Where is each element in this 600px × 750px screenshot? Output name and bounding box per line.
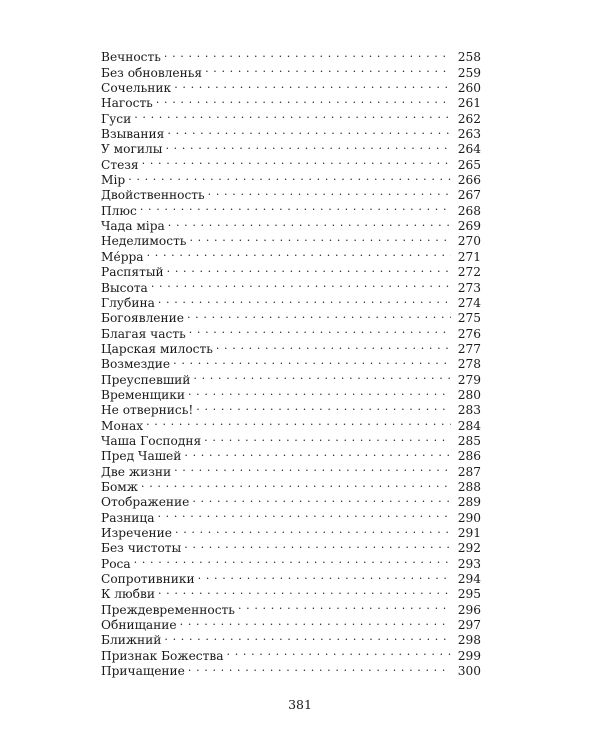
toc-entry-title: Чаша Господня <box>101 433 202 448</box>
toc-entry-title: Преуспевший <box>101 372 191 387</box>
toc-entry <box>101 153 481 172</box>
dot-leader <box>164 629 451 644</box>
toc-entry-page: 272 <box>457 265 481 280</box>
toc-entry-page: 276 <box>457 326 481 341</box>
toc-entry-page: 261 <box>457 96 481 111</box>
toc-entry-page: 288 <box>457 479 481 494</box>
toc-entry-page: 258 <box>457 50 481 65</box>
toc-entry-page: 263 <box>457 127 481 142</box>
toc-entry-title: Обнищание <box>101 618 177 633</box>
dot-leader <box>184 445 451 460</box>
dot-leader <box>189 322 451 337</box>
dot-leader <box>134 107 451 122</box>
dot-leader <box>174 460 451 475</box>
toc-entry-page: 289 <box>457 495 481 510</box>
dot-leader <box>146 414 451 429</box>
toc-entry <box>101 522 481 540</box>
toc-entry-page: 291 <box>457 526 481 540</box>
toc-entry <box>101 215 481 234</box>
toc-entry-title: Высота <box>101 280 148 295</box>
toc-entry <box>101 169 481 188</box>
toc-entry-page: 260 <box>457 81 481 96</box>
toc-entry-title: Две жизни <box>101 464 172 479</box>
toc-entry-title: Сопротивники <box>101 572 195 587</box>
dot-leader <box>175 522 451 537</box>
toc-entry-title: К любви <box>101 587 155 602</box>
toc-entry-title: Глубина <box>101 295 155 310</box>
toc-entry-title: Признак Божества <box>101 648 224 663</box>
toc-entry-title: Двойственность <box>101 188 205 203</box>
dot-leader <box>180 614 451 629</box>
toc-entry-page: 295 <box>457 587 481 602</box>
toc-entry-page: 265 <box>457 157 481 172</box>
toc-entry-page: 284 <box>457 418 481 433</box>
toc-entry-title: Отображение <box>101 495 190 510</box>
toc-entry-title: Не отвернись! <box>101 403 194 418</box>
dot-leader <box>173 353 451 368</box>
toc-entry-page: 279 <box>457 372 481 387</box>
toc-entry-title: Благая часть <box>101 326 186 341</box>
toc-entry-page: 259 <box>457 65 481 80</box>
toc-entry <box>101 568 481 587</box>
toc-entry-title: Сочельник <box>101 81 172 96</box>
dot-leader <box>158 292 451 307</box>
toc-entry-title: Разница <box>101 510 155 525</box>
dot-leader <box>167 261 451 276</box>
dot-leader <box>187 307 451 322</box>
toc-entry-page: 292 <box>457 541 481 556</box>
toc-entry <box>101 245 481 264</box>
toc-entry-page: 262 <box>457 111 481 126</box>
dot-leader <box>134 552 451 567</box>
dot-leader <box>156 92 451 107</box>
toc-entry <box>101 506 481 525</box>
toc-entry-page: 270 <box>457 234 481 249</box>
toc-entry <box>101 414 481 433</box>
toc-entry <box>101 199 481 218</box>
table-of-contents <box>101 46 481 679</box>
dot-leader <box>216 338 451 353</box>
toc-entry-page: 299 <box>457 648 481 663</box>
dot-leader <box>167 123 451 138</box>
toc-entry-page: 266 <box>457 173 481 188</box>
toc-entry-title: Возмездие <box>101 357 171 372</box>
toc-entry-page: 300 <box>457 664 481 679</box>
toc-entry-title: Распятый <box>101 265 164 280</box>
dot-leader <box>128 169 451 184</box>
toc-entry <box>101 261 481 280</box>
toc-entry-title: Царская милость <box>101 341 213 356</box>
toc-entry-page: 297 <box>457 618 481 633</box>
toc-entry-page: 271 <box>457 249 481 264</box>
toc-entry-title: Ме́рра <box>101 249 144 264</box>
dot-leader <box>227 644 452 659</box>
toc-entry <box>101 46 481 65</box>
dot-leader <box>157 506 451 521</box>
toc-entry-title: Изречение <box>101 526 173 540</box>
toc-entry <box>101 307 481 326</box>
toc-entry-page: 277 <box>457 341 481 356</box>
toc-entry-page: 267 <box>457 188 481 203</box>
toc-entry-title: Роса <box>101 556 131 571</box>
toc-entry-title: Ближний <box>101 633 162 648</box>
dot-leader <box>204 430 451 445</box>
toc-entry <box>101 92 481 111</box>
toc-entry-title: Плюс <box>101 203 137 218</box>
dot-leader <box>151 276 451 291</box>
dot-leader <box>165 138 451 153</box>
toc-entry <box>101 292 481 310</box>
toc-entry-page: 269 <box>457 219 481 234</box>
dot-leader <box>164 46 451 61</box>
toc-entry-title: Взывания <box>101 127 165 142</box>
toc-entry-page: 264 <box>457 142 481 157</box>
toc-entry-page: 294 <box>457 572 481 587</box>
toc-entry-page: 280 <box>457 387 481 402</box>
toc-entry <box>101 598 481 617</box>
toc-entry-title: Бомж <box>101 479 138 494</box>
toc-entry-page: 290 <box>457 510 481 525</box>
toc-entry-title: Нагость <box>101 96 153 111</box>
toc-entry-title: Причащение <box>101 664 185 679</box>
toc-entry-title: Без чистоты <box>101 541 182 556</box>
toc-entry-title: Богоявление <box>101 311 184 326</box>
toc-entry-page: 298 <box>457 633 481 648</box>
toc-entry <box>101 184 481 203</box>
dot-leader <box>141 476 451 491</box>
dot-leader <box>174 77 451 92</box>
toc-entry-page: 296 <box>457 602 481 617</box>
toc-entry-page: 275 <box>457 311 481 326</box>
toc-entry-title: Вечность <box>101 50 161 65</box>
toc-entry-title: Стезя <box>101 157 139 172</box>
toc-entry-title: Монах <box>101 418 144 433</box>
dot-leader <box>193 368 451 383</box>
toc-entry-page: 287 <box>457 464 481 479</box>
dot-leader <box>188 660 451 675</box>
dot-leader <box>142 153 451 168</box>
toc-entry-title: Mip <box>101 173 126 188</box>
toc-entry <box>101 276 481 295</box>
toc-entry-page: 274 <box>457 295 481 310</box>
dot-leader <box>168 215 451 230</box>
toc-entry <box>101 491 481 510</box>
dot-leader <box>184 537 451 552</box>
dot-leader <box>147 245 451 260</box>
dot-leader <box>198 568 451 583</box>
dot-leader <box>140 199 451 214</box>
toc-entry <box>101 430 481 448</box>
toc-entry-page: 273 <box>457 280 481 295</box>
toc-entry-page: 285 <box>457 433 481 448</box>
dot-leader <box>238 598 451 613</box>
dot-leader <box>192 491 451 506</box>
page-number: 381 <box>288 697 312 712</box>
toc-entry <box>101 123 481 142</box>
toc-entry-title: Пред Чашей <box>101 449 182 464</box>
dot-leader <box>188 384 451 399</box>
toc-entry <box>101 107 481 126</box>
dot-leader <box>205 61 451 76</box>
toc-entry-page: 278 <box>457 357 481 372</box>
toc-entry-title: Неделимость <box>101 234 187 249</box>
dot-leader <box>196 399 451 414</box>
dot-leader <box>158 583 451 598</box>
toc-entry-title: Преждевременность <box>101 602 235 617</box>
dot-leader <box>208 184 451 199</box>
toc-entry <box>101 583 481 602</box>
toc-entry-title: Временщики <box>101 387 185 402</box>
toc-entry <box>101 552 481 571</box>
toc-entry-title: У могилы <box>101 142 163 157</box>
toc-entry-title: Без обновленья <box>101 65 203 80</box>
toc-entry-title: Гуси <box>101 111 132 126</box>
toc-entry-page: 268 <box>457 203 481 218</box>
toc-entry <box>101 476 481 494</box>
toc-entry-title: Чада міра <box>101 219 165 234</box>
toc-entry-page: 293 <box>457 556 481 571</box>
toc-entry-page: 283 <box>457 403 481 418</box>
dot-leader <box>189 230 451 245</box>
toc-entry-page: 286 <box>457 449 481 464</box>
